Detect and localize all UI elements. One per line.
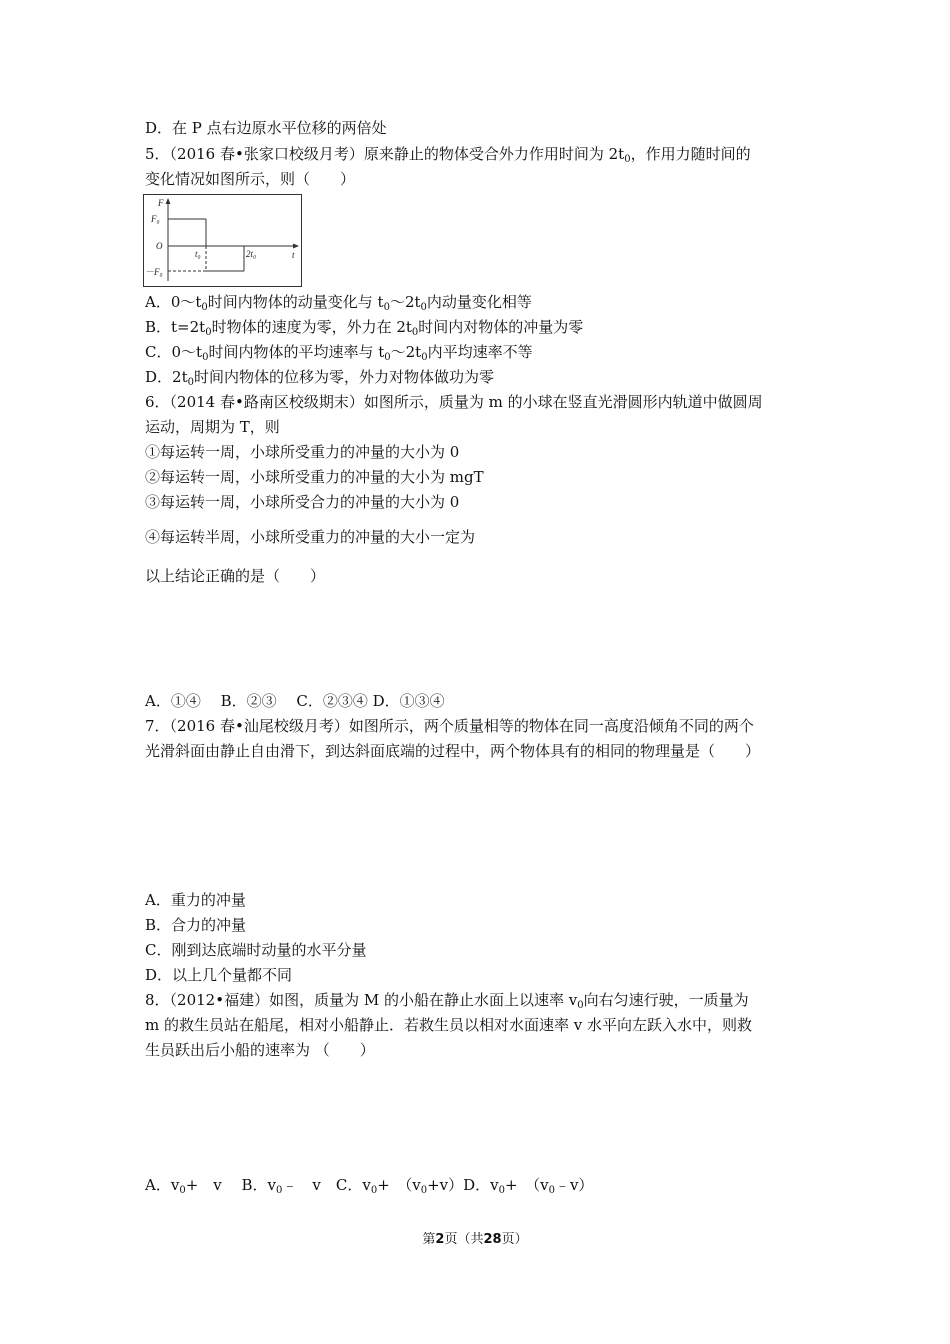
question-8-line1: 8．（2012•福建）如图，质量为 M 的小船在静止水面上以速率 $v_0$向右匀速行驶，一质量为 [145, 991, 749, 1011]
question-7-line1: 7．（2016 春•汕尾校级月考）如图所示，两个质量相等的物体在同一高度沿倾角不同的两个 [145, 717, 754, 735]
graph-label-2t0: 2t₀ [246, 249, 257, 259]
graph-label-neg-f0: －F₀ [145, 267, 163, 277]
question-6-statement-3: ③每运转一周，小球所受合力的冲量的大小为 0 [145, 493, 460, 511]
graph-label-origin: O [156, 241, 163, 251]
graph-label-t0: t₀ [195, 249, 201, 259]
question-6-line2: 运动，周期为 T，则 [145, 418, 280, 436]
question-7-option-d: D．以上几个量都不同 [145, 966, 293, 984]
question-8-options: A．$v_0+$ v B．$v_0﹣$ v C．$v_0+$ $(v_0+v)D$．$v_0+$ $(v_0﹣v)$ [145, 1176, 594, 1196]
page-footer: 第2页（共28页） [422, 1232, 528, 1247]
question-7-option-a: A．重力的冲量 [145, 891, 246, 909]
question-6-statement-2: ②每运转一周，小球所受重力的冲量的大小为 mgT [145, 468, 484, 486]
question-5-option-c: C．$0\sim t_0$时间内物体的平均速率与 $t_0\sim 2t_0$内平均速率不等 [145, 343, 533, 363]
question-6-statement-4: ④每运转半周，小球所受重力的冲量的大小一定为 [145, 528, 476, 546]
question-6-statement-1: ①每运转一周，小球所受重力的冲量的大小为 0 [145, 443, 460, 461]
question-7-line2: 光滑斜面由静止自由滑下，到达斜面底端的过程中，两个物体具有的相同的物理量是（ ） [145, 742, 761, 760]
question-5-line2: 变化情况如图所示，则（ ） [145, 170, 356, 188]
question-5-line1: 5．（2016 春•张家口校级月考）原来静止的物体受合外力作用时间为 $2t_0$，作用力随时间的 [145, 145, 751, 165]
question-7-option-b: B．合力的冲量 [145, 916, 247, 934]
graph-label-f: F [158, 198, 164, 208]
question-7-option-c: C．刚到达底端时动量的水平分量 [145, 941, 367, 959]
question-5-option-b: B．$t=2t_0$时物体的速度为零，外力在 $2t_0$时间内对物体的冲量为零 [145, 318, 584, 338]
question-8-line2: m 的救生员站在船尾，相对小船静止．若救生员以相对水面速率 v 水平向左跃入水中，则救 [145, 1016, 753, 1034]
question-5-option-d: D．$2t_0$时间内物体的位移为零，外力对物体做功为零 [145, 368, 494, 388]
question-5-option-a: A．$0\sim t_0$时间内物体的动量变化与 $t_0\sim 2t_0$内动量变化相等 [145, 293, 532, 313]
page-number: 2 [435, 1232, 445, 1247]
question-8-line3: 生员跃出后小船的速率为 （ ） [145, 1041, 375, 1059]
question-6-prompt: 以上结论正确的是（ ） [145, 567, 326, 585]
question-6-line1: 6．（2014 春•路南区校级期末）如图所示，质量为 m 的小球在竖直光滑圆形内轨道中做圆周 [145, 393, 763, 411]
question-6-options: A．①④ B．②③ C．②③④ D．①③④ [145, 692, 445, 710]
graph-label-f0: F₀ [151, 214, 160, 224]
option-d-prev: D．在 P 点右边原水平位移的两倍处 [145, 119, 387, 137]
page-total: 28 [483, 1232, 502, 1247]
force-time-graph [143, 194, 302, 287]
graph-label-t: t [292, 250, 295, 260]
